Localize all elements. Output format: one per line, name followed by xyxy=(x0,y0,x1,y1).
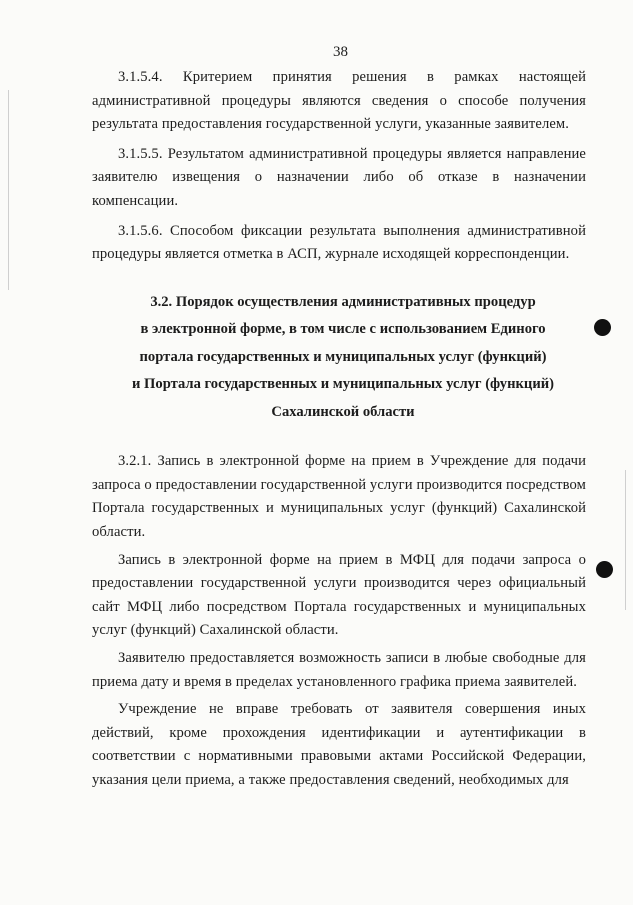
page-number: 38 xyxy=(333,44,348,60)
section-heading-3-2 xyxy=(92,289,586,427)
paragraph-3-1-5-6: 3.1.5.6. Способом фиксации результата выполнения административной процедуры является отметка в АСП, журнале исходящей корреспонденции. xyxy=(92,222,586,263)
paragraph-institution-restriction: Учреждение не вправе требовать от заявителя совершения иных действий, кроме прохождения идентификации и аутентификации в соответствии с нормативными правовыми актами Российской Федерации, указания цели приема, а также предоставления сведений, необходимых для xyxy=(92,701,586,788)
paragraph-3-1-5-4: 3.1.5.4. Критерием принятия решения в рамках настоящей административной процедуры являются сведения о способе получения результата предоставления государственной услуги, указанные заявителем. xyxy=(92,69,586,133)
heading-line: 3.2. Порядок осуществления административных процедур xyxy=(150,293,536,310)
punch-hole-mark xyxy=(596,561,613,578)
paragraph-3-2-1: 3.2.1. Запись в электронной форме на прием в Учреждение для подачи запроса о предоставлении государственной услуги производится посредством Портала государственных и муниципальных услуг (функций) Сахалинской области. xyxy=(92,453,586,541)
heading-line: в электронной форме, в том числе с использованием Единого xyxy=(140,321,546,338)
document-body xyxy=(92,66,586,797)
paragraph-mfc-record: Запись в электронной форме на прием в МФЦ для подачи запроса о предоставлении государственной услуги производится через официальный сайт МФЦ либо посредством Портала государственных и муниципальных услуг (функций) Сахалинской области. xyxy=(92,551,586,639)
scan-edge-mark xyxy=(625,470,626,610)
punch-hole-mark xyxy=(594,319,611,336)
paragraph-applicant-option: Заявителю предоставляется возможность записи в любые свободные для приема дату и время в пределах установленного графика приема заявителей. xyxy=(92,650,586,690)
heading-line: портала государственных и муниципальных услуг (функций) xyxy=(139,348,547,365)
scan-edge-mark xyxy=(8,90,9,290)
paragraph-3-1-5-5: 3.1.5.5. Результатом административной процедуры является направление заявителю извещения о назначении либо об отказе в назначении компенсации. xyxy=(92,145,586,209)
heading-line: Сахалинской области xyxy=(271,403,415,420)
heading-line: и Портала государственных и муниципальных услуг (функций) xyxy=(131,376,554,393)
